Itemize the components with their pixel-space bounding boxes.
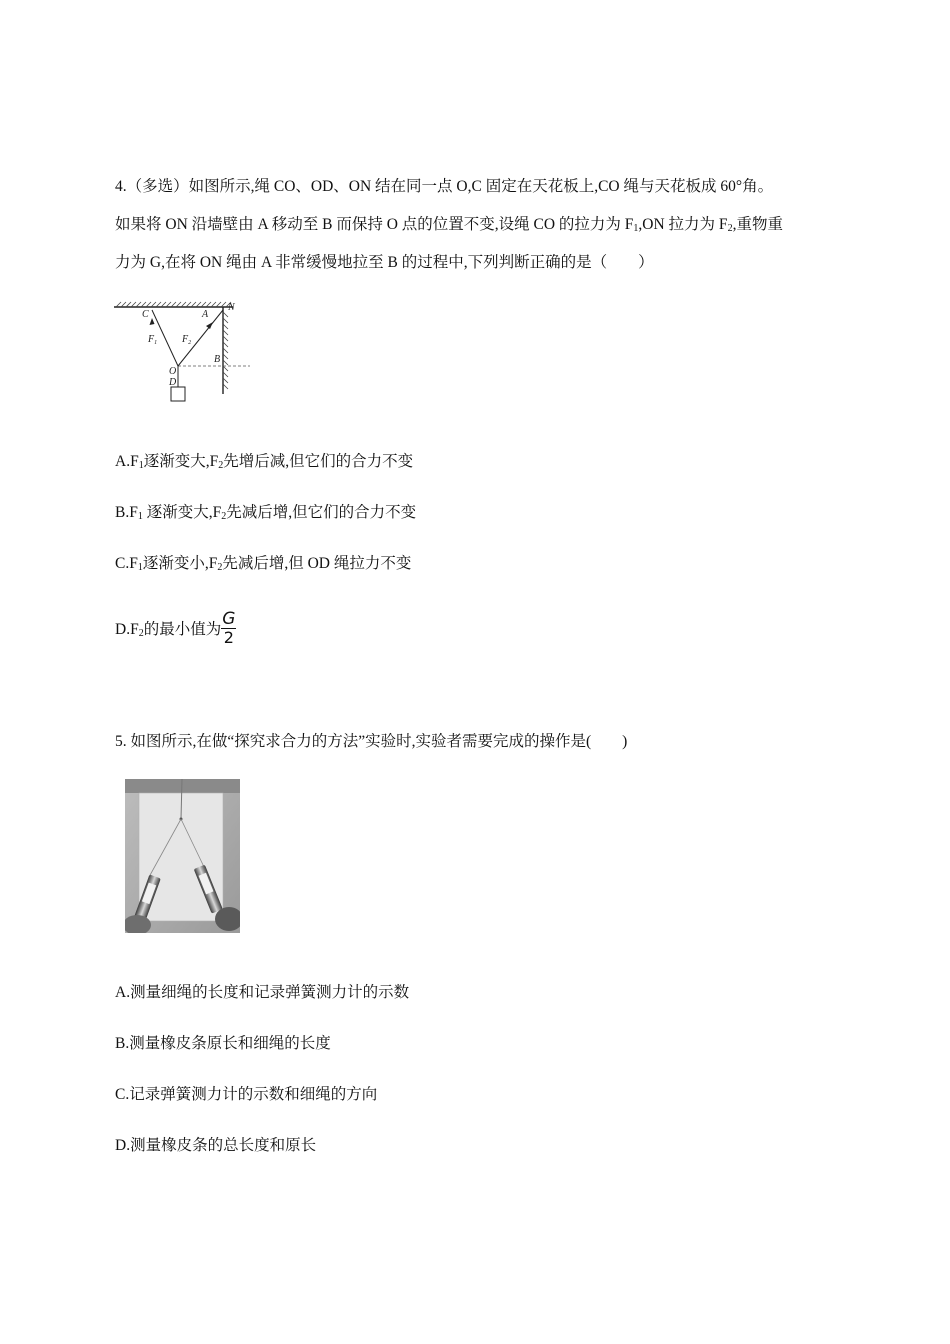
label-c: C xyxy=(142,309,149,320)
q5-option-c: C.记录弹簧测力计的示数和细绳的方向 xyxy=(115,1086,378,1103)
q5-option-d: D.测量橡皮条的总长度和原长 xyxy=(115,1137,317,1154)
q4-line-3: 力为 G,在将 ON 绳由 A 非常缓慢地拉至 B 的过程中,下列判断正确的是（ ） xyxy=(115,254,654,271)
label-n: N xyxy=(228,302,235,313)
q4-figure xyxy=(112,298,257,408)
q4-option-a: $A.F_1$逐渐变大$,F_2$先增后减,但它们的合力不变 xyxy=(115,453,414,471)
q4-line-2: 如果将 ON 沿墙壁由 A 移动至 B 而保持 O 点的位置不变,设绳 CO 的拉力为 $F_1,ON$ 拉力为 $F_2$,重物重 xyxy=(115,216,783,234)
q5-question: 5. 如图所示,在做“探究求合力的方法”实验时,实验者需要完成的操作是( ) xyxy=(115,733,628,750)
q5-option-a: A.测量细绳的长度和记录弹簧测力计的示数 xyxy=(115,984,410,1001)
q5-photo xyxy=(125,779,240,933)
label-f2: $F_2$ xyxy=(182,334,192,346)
label-o: O xyxy=(169,366,177,377)
q4-option-c: $C.F_1$逐渐变小$,F_2$先减后增,但 OD 绳拉力不变 xyxy=(115,555,412,573)
label-d: D xyxy=(169,377,177,388)
q4-line-1: 4.（多选）如图所示,绳 CO、OD、ON 结在同一点 O,C 固定在天花板上,CO 绳与天花板成 60°角。 xyxy=(115,178,774,195)
label-a: A xyxy=(202,309,209,320)
label-f1: $F_1$ xyxy=(148,334,158,346)
q4-option-d: $D.F_2$的最小值为 $\frac{G}{2}$ xyxy=(115,609,236,647)
q4-option-b: $B.F_1$ 逐渐变大$,F_2$先减后增,但它们的合力不变 xyxy=(115,504,417,522)
fraction: $\frac{G}{2}$ xyxy=(222,609,236,647)
label-b: B xyxy=(214,354,221,365)
q5-option-b: B.测量橡皮条原长和细绳的长度 xyxy=(115,1035,331,1052)
